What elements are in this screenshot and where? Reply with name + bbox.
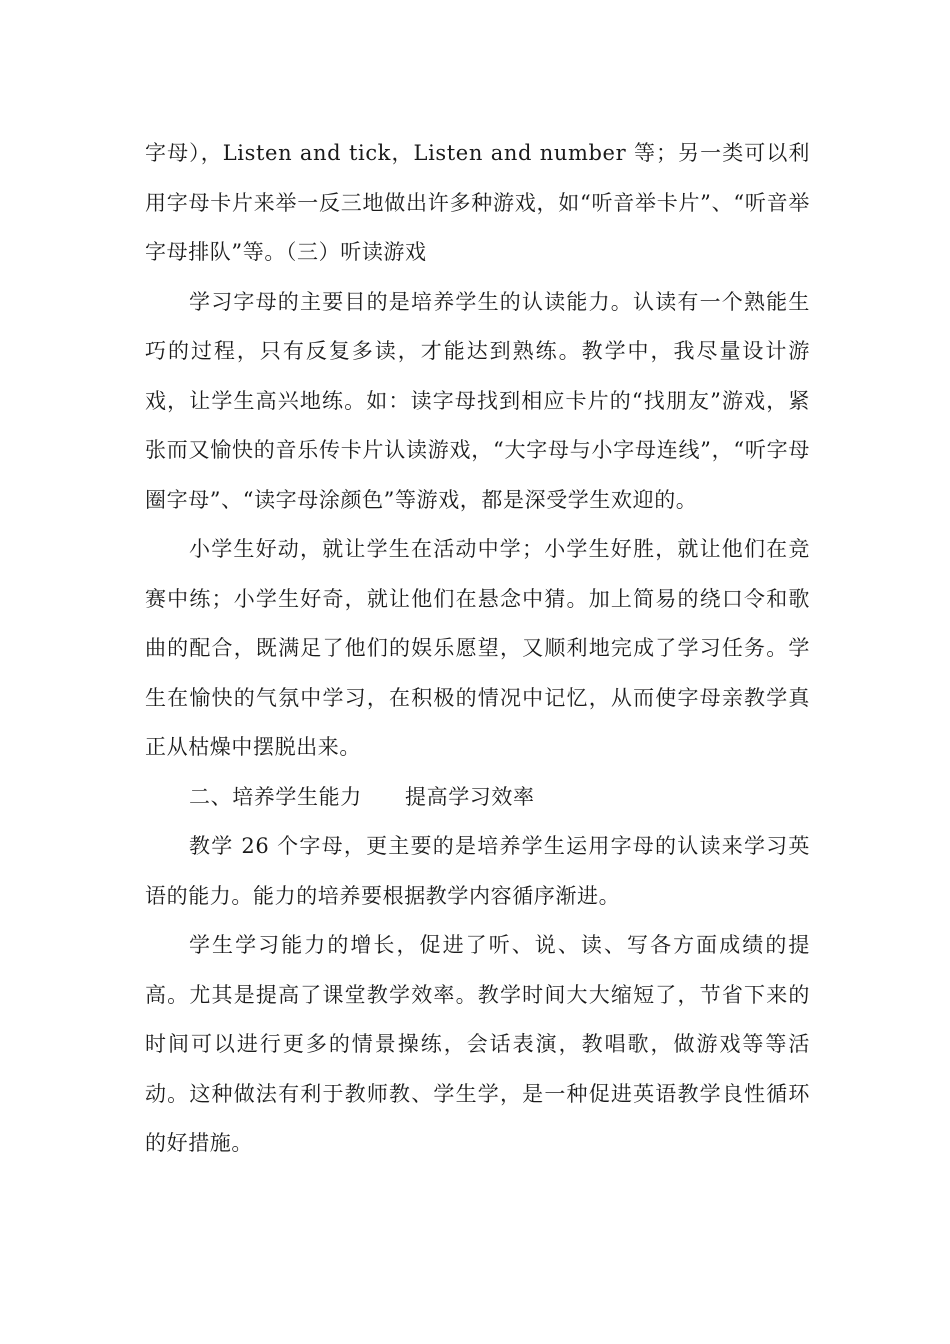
paragraph-reading-ability: 学习字母的主要目的是培养学生的认读能力。认读有一个熟能生巧的过程，只有反复多读，才能达到熟练。教学中，我尽量设计游戏，让学生高兴地练。如：读字母找到相应卡片的“找朋友”游戏，紧张而又愉快的音乐传卡片认读游戏，“大字母与小字母连线”，“听字母圈字母”、“读字母涂颜色”等游戏，都是深受学生欢迎的。 <box>145 289 810 512</box>
paragraph-letter-games-continued: 字母），Listen and tick，Listen and number 等；另一类可以利用字母卡片来举一反三地做出许多种游戏，如“听音举卡片”、“听音举字母排队”等。（三）听读游戏 <box>145 141 810 264</box>
section-heading-ability: 二、培养学生能力 提高学习效率 <box>189 784 535 809</box>
document-body <box>145 129 810 1169</box>
paragraph-efficiency: 学生学习能力的增长，促进了听、说、读、写各方面成绩的提高。尤其是提高了课堂教学效率。教学时间大大缩短了，节省下来的时间可以进行更多的情景操练，会话表演，教唱歌，做游戏等等活动。这种做法有利于教师教、学生学，是一种促进英语教学良性循环的好措施。 <box>145 933 810 1155</box>
paragraph-26-letters: 教学 26 个字母，更主要的是培养学生运用字母的认读来学习英语的能力。能力的培养要根据教学内容循序渐进。 <box>145 834 810 908</box>
paragraph-student-nature: 小学生好动，就让学生在活动中学；小学生好胜，就让他们在竞赛中练；小学生好奇，就让他们在悬念中猜。加上简易的绕口令和歌曲的配合，既满足了他们的娱乐愿望，又顺利地完成了学习任务。学生在愉快的气氛中学习，在积极的情况中记忆，从而使字母亲教学真正从枯燥中摆脱出来。 <box>145 537 810 759</box>
